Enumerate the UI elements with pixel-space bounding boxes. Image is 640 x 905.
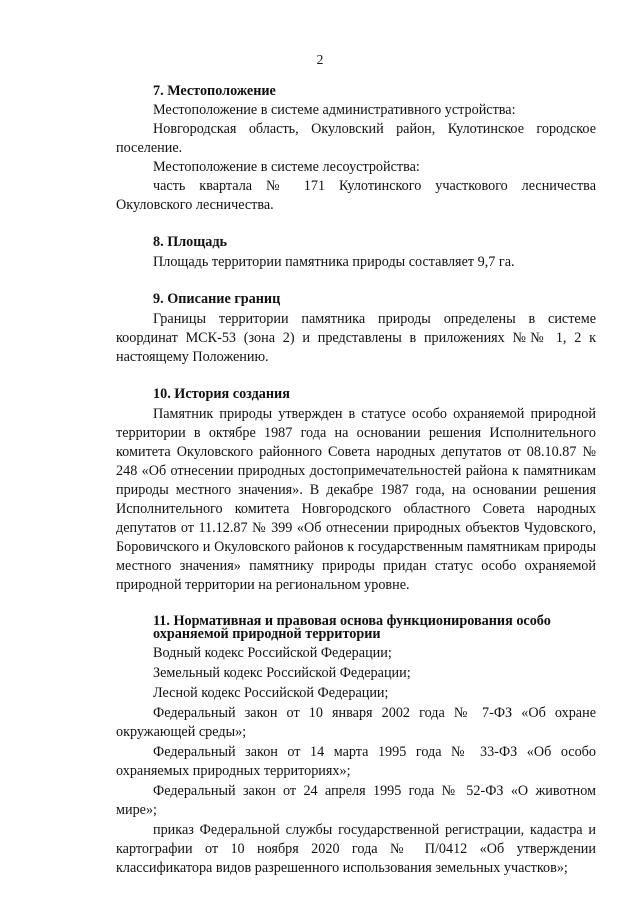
paragraph: Новгородская область, Окуловский район, Кулотинское городское поселение.: [116, 121, 596, 156]
document-body: [116, 82, 596, 878]
section-heading: 9. Описание границ: [153, 291, 281, 307]
list-item: Земельный кодекс Российской Федерации;: [153, 665, 411, 681]
paragraph: Площадь территории памятника природы составляет 9,7 га.: [153, 254, 515, 270]
list-item: Федеральный закон от 24 апреля 1995 года № 52-ФЗ «О животном мире»;: [116, 783, 596, 818]
section-legal-basis: [116, 612, 596, 878]
paragraph: Местоположение в системе административного устройства:: [153, 102, 516, 118]
section-heading: 11. Нормативная и правовая основа функционирования особо охраняемой природной территории: [153, 613, 551, 642]
paragraph: Местоположение в системе лесоустройства:: [153, 159, 420, 175]
paragraph: Границы территории памятника природы определены в системе координат МСК-53 (зона 2) и представлены в приложениях №№ 1, 2 к настоящему Положению.: [116, 311, 596, 365]
section-location: [116, 82, 596, 215]
paragraph: Памятник природы утвержден в статусе особо охраняемой природной территории в октябре 1987 года на основании решения Исполнительного комитета Окуловского районного Совета народных депутатов от 08.10.87 № 248 «Об отнесении природных достопримечательностей района к памятникам природы местного значения». В декабре 1987 года, на основании решения Исполнительного комитета Новгородского областного Совета народных депутатов от 11.12.87 № 399 «Об отнесении природных объектов Чудовского, Боровичского и Окуловского районов к государственным памятникам природы местного значения» памятнику природы придан статус особо охраняемой природной территории на региональном уровне.: [116, 406, 596, 593]
section-borders: [116, 290, 596, 367]
list-item: приказ Федеральной службы государственной регистрации, кадастра и картографии от 10 ноября 2020 года № П/0412 «Об утверждении классификатора видов разрешенного использования земельных участков»;: [116, 822, 596, 876]
page-number: 2: [316, 52, 324, 67]
section-heading: 10. История создания: [153, 386, 290, 402]
list-item: Федеральный закон от 10 января 2002 года № 7-ФЗ «Об охране окружающей среды»;: [116, 705, 596, 740]
list-item: Федеральный закон от 14 марта 1995 года № 33-ФЗ «Об особо охраняемых природных территориях»;: [116, 744, 596, 779]
section-history: [116, 385, 596, 595]
list-item: Лесной кодекс Российской Федерации;: [153, 685, 389, 701]
section-area: [116, 233, 596, 272]
section-heading: 8. Площадь: [153, 234, 228, 250]
paragraph: часть квартала № 171 Кулотинского участкового лесничества Окуловского лесничества.: [116, 178, 596, 213]
list-item: Водный кодекс Российской Федерации;: [153, 645, 392, 661]
section-heading: 7. Местоположение: [153, 83, 276, 99]
